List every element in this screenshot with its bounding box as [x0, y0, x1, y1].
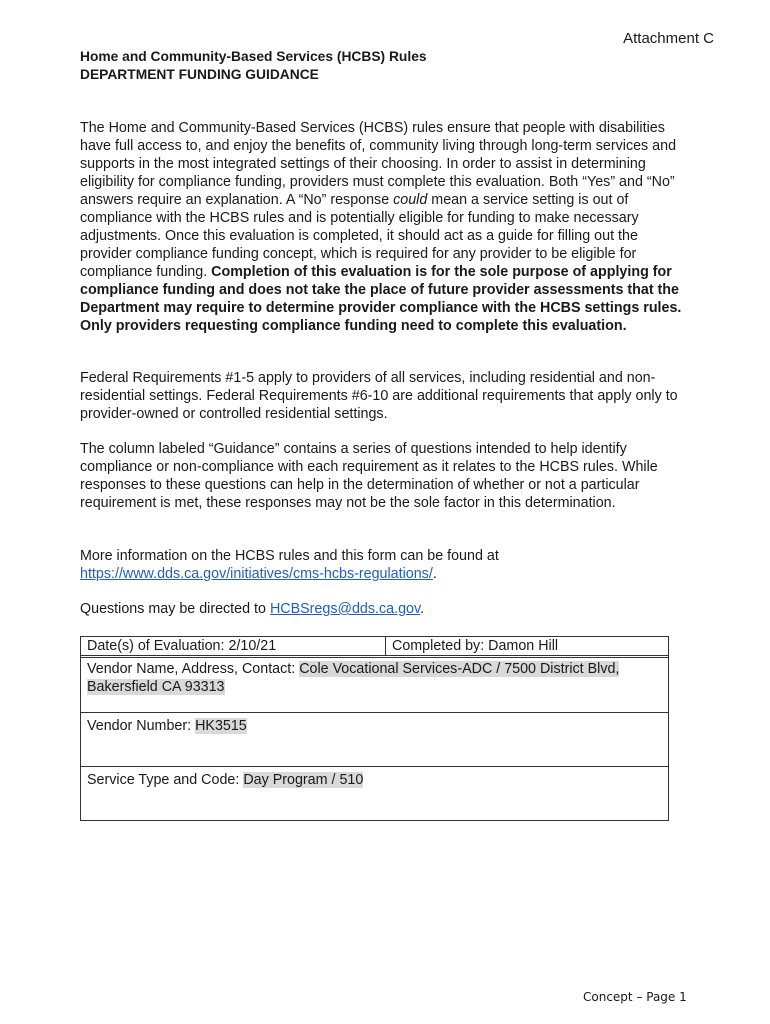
more-info-text: More information on the HCBS rules and this form can be found at: [80, 548, 499, 564]
title-line-1: Home and Community-Based Services (HCBS) Rules: [80, 49, 427, 64]
service-type-row[interactable]: [81, 767, 668, 820]
evaluation-date-cell[interactable]: Date(s) of Evaluation: 2/10/21: [81, 637, 386, 655]
vendor-name-value-2[interactable]: Bakersfield CA 93313: [87, 679, 225, 695]
page-footer: Concept – Page 1: [583, 990, 687, 1004]
completed-by-cell[interactable]: Completed by: Damon Hill: [392, 638, 559, 654]
vendor-name-label: Vendor Name, Address, Contact:: [87, 661, 300, 677]
vendor-number-row[interactable]: [81, 713, 668, 767]
questions-paragraph: [80, 600, 692, 618]
service-type-label: Service Type and Code:: [87, 772, 244, 788]
document-title: [80, 48, 427, 84]
vendor-name-row[interactable]: [81, 658, 668, 713]
vendor-number-label: Vendor Number:: [87, 718, 196, 734]
attachment-label: Attachment C: [623, 30, 714, 47]
title-line-2: DEPARTMENT FUNDING GUIDANCE: [80, 67, 319, 82]
questions-text: Questions may be directed to: [80, 601, 270, 617]
intro-text-1: The Home and Community-Based Services (HCBS) rules ensure that people with disabilities have full access to, and enjoy the benefits of, community living through long-term services and supports in the most integrated settings of their choosing. In order to assist in determining eligibility for compliance funding, providers must complete this evaluation. Both “Yes” and “No” answers require an explanation. A “No” response: [80, 120, 677, 208]
intro-italic: could: [393, 192, 428, 208]
guidance-paragraph: The column labeled “Guidance” contains a series of questions intended to help identify compliance or non-compliance with each requirement as it relates to the HCBS rules. While responses to these questions can help in the determination of whether or not a particular requirement is met, these responses may not be the sole factor in this determination.: [80, 441, 658, 511]
email-link[interactable]: HCBSregs@dds.ca.gov: [269, 601, 421, 617]
evaluation-info-table: [80, 636, 669, 821]
evaluation-row: [81, 637, 668, 658]
vendor-number-value[interactable]: HK3515: [195, 718, 247, 734]
federal-paragraph: Federal Requirements #1-5 apply to providers of all services, including residential and non-residential settings. Federal Requirements #6-10 are additional requirements that apply only to provider-owned or controlled residential settings.: [80, 370, 678, 422]
service-type-value[interactable]: Day Program / 510: [243, 772, 364, 788]
more-info-paragraph: [80, 547, 692, 583]
intro-bold: Completion of this evaluation is for the sole purpose of applying for compliance funding and does not take the place of future provider assessments that the Department may require to determine provider compliance with the HCBS settings rules. Only providers requesting compliance funding need to complete this evaluation.: [80, 264, 682, 334]
intro-text-2: mean a service setting is out of compliance with the HCBS rules and is potentially eligible for funding to make necessary adjustments. Once this evaluation is completed, it should act as a guide for filling out the provider compliance funding concept, which is required for any provider to be eligible for compliance funding.: [80, 192, 639, 280]
vendor-name-value-1[interactable]: Cole Vocational Services-ADC / 7500 District Blvd,: [299, 661, 620, 677]
more-info-period: .: [432, 566, 437, 582]
hcbs-link[interactable]: https://www.dds.ca.gov/initiatives/cms-hcbs-regulations/: [80, 566, 433, 582]
questions-period: .: [420, 601, 425, 617]
intro-paragraph: [80, 119, 692, 335]
